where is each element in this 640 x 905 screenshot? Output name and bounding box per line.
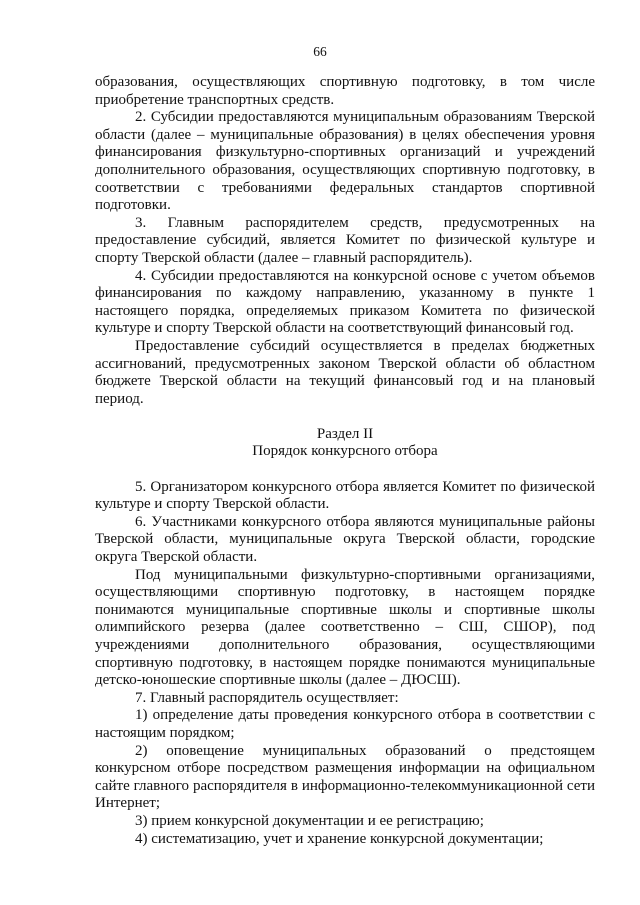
spacer (95, 408, 595, 426)
list-item-4: 4) систематизацию, учет и хранение конкурсной документации; (135, 830, 544, 847)
paragraph-item-6: 6. Участниками конкурсного отбора являются муниципальные районы Тверской области, муниципальные округа Тверской области, городские округа Тверской области. (95, 513, 595, 566)
paragraph-item-5: 5. Организатором конкурсного отбора является Комитет по физической культуре и спорту Тверской области. (95, 478, 595, 513)
paragraph-continuation: образования, осуществляющих спортивную подготовку, в том числе приобретение транспортных средств. (95, 74, 595, 108)
list-item-1: 1) определение даты проведения конкурсного отбора в соответствии с настоящим порядком; (95, 707, 595, 741)
paragraph-definitions: Под муниципальными физкультурно-спортивными организациями, осуществляющими спортивную подготовку, в настоящем порядке понимаются муниципальные спортивные школы и спортивные школы олимпийского резерва (далее соответственно – СШ, СШОР), под учреждениями дополнительного образования, осуществляющими спортивную подготовку, в настоящем порядке понимаются муниципальные детско-юношеские спортивные школы (далее – ДЮСШ). (95, 566, 595, 689)
paragraph-item-7: 7. Главный распорядитель осуществляет: (135, 689, 399, 706)
list-item-2: 2) оповещение муниципальных образований о предстоящем конкурсном отборе посредством размещения информации на официальном сайте главного распорядителя в информационно-телекоммуникационной сети Интернет; (95, 742, 595, 812)
paragraph-item-4: 4. Субсидии предоставляются на конкурсной основе с учетом объемов финансирования по каждому направлению, указанному в пункте 1 настоящего порядка, определяемых приказом Комитета по физической культуре и спорту Тверской области на соответствующий финансовый год. (95, 267, 595, 337)
paragraph-item-3: 3. Главным распорядителем средств, предусмотренных на предоставление субсидий, является Комитет по физической культуре и спорту Тверской области (далее – главный распорядитель). (95, 214, 595, 266)
spacer (95, 461, 595, 479)
page-number: 66 (313, 44, 327, 59)
paragraph-item-2: 2. Субсидии предоставляются муниципальным образованиям Тверской области (далее – муниципальные образования) в целях обеспечения уровня финансирования физкультурно-спортивных организаций и учреждений дополнительного образования, осуществляющих спортивную подготовку, в соответствии с требованиями федеральных стандартов спортивной подготовки. (95, 109, 595, 214)
section-number: Раздел II (316, 425, 374, 442)
paragraph-funding: Предоставление субсидий осуществляется в пределах бюджетных ассигнований, предусмотренных законом Тверской области об областном бюджете Тверской области на текущий финансовый год и на плановый период. (95, 337, 595, 407)
list-item-3: 3) прием конкурсной документации и ее регистрацию; (135, 812, 484, 829)
document-body (95, 74, 595, 848)
section-title: Порядок конкурсного отбора (252, 443, 438, 460)
